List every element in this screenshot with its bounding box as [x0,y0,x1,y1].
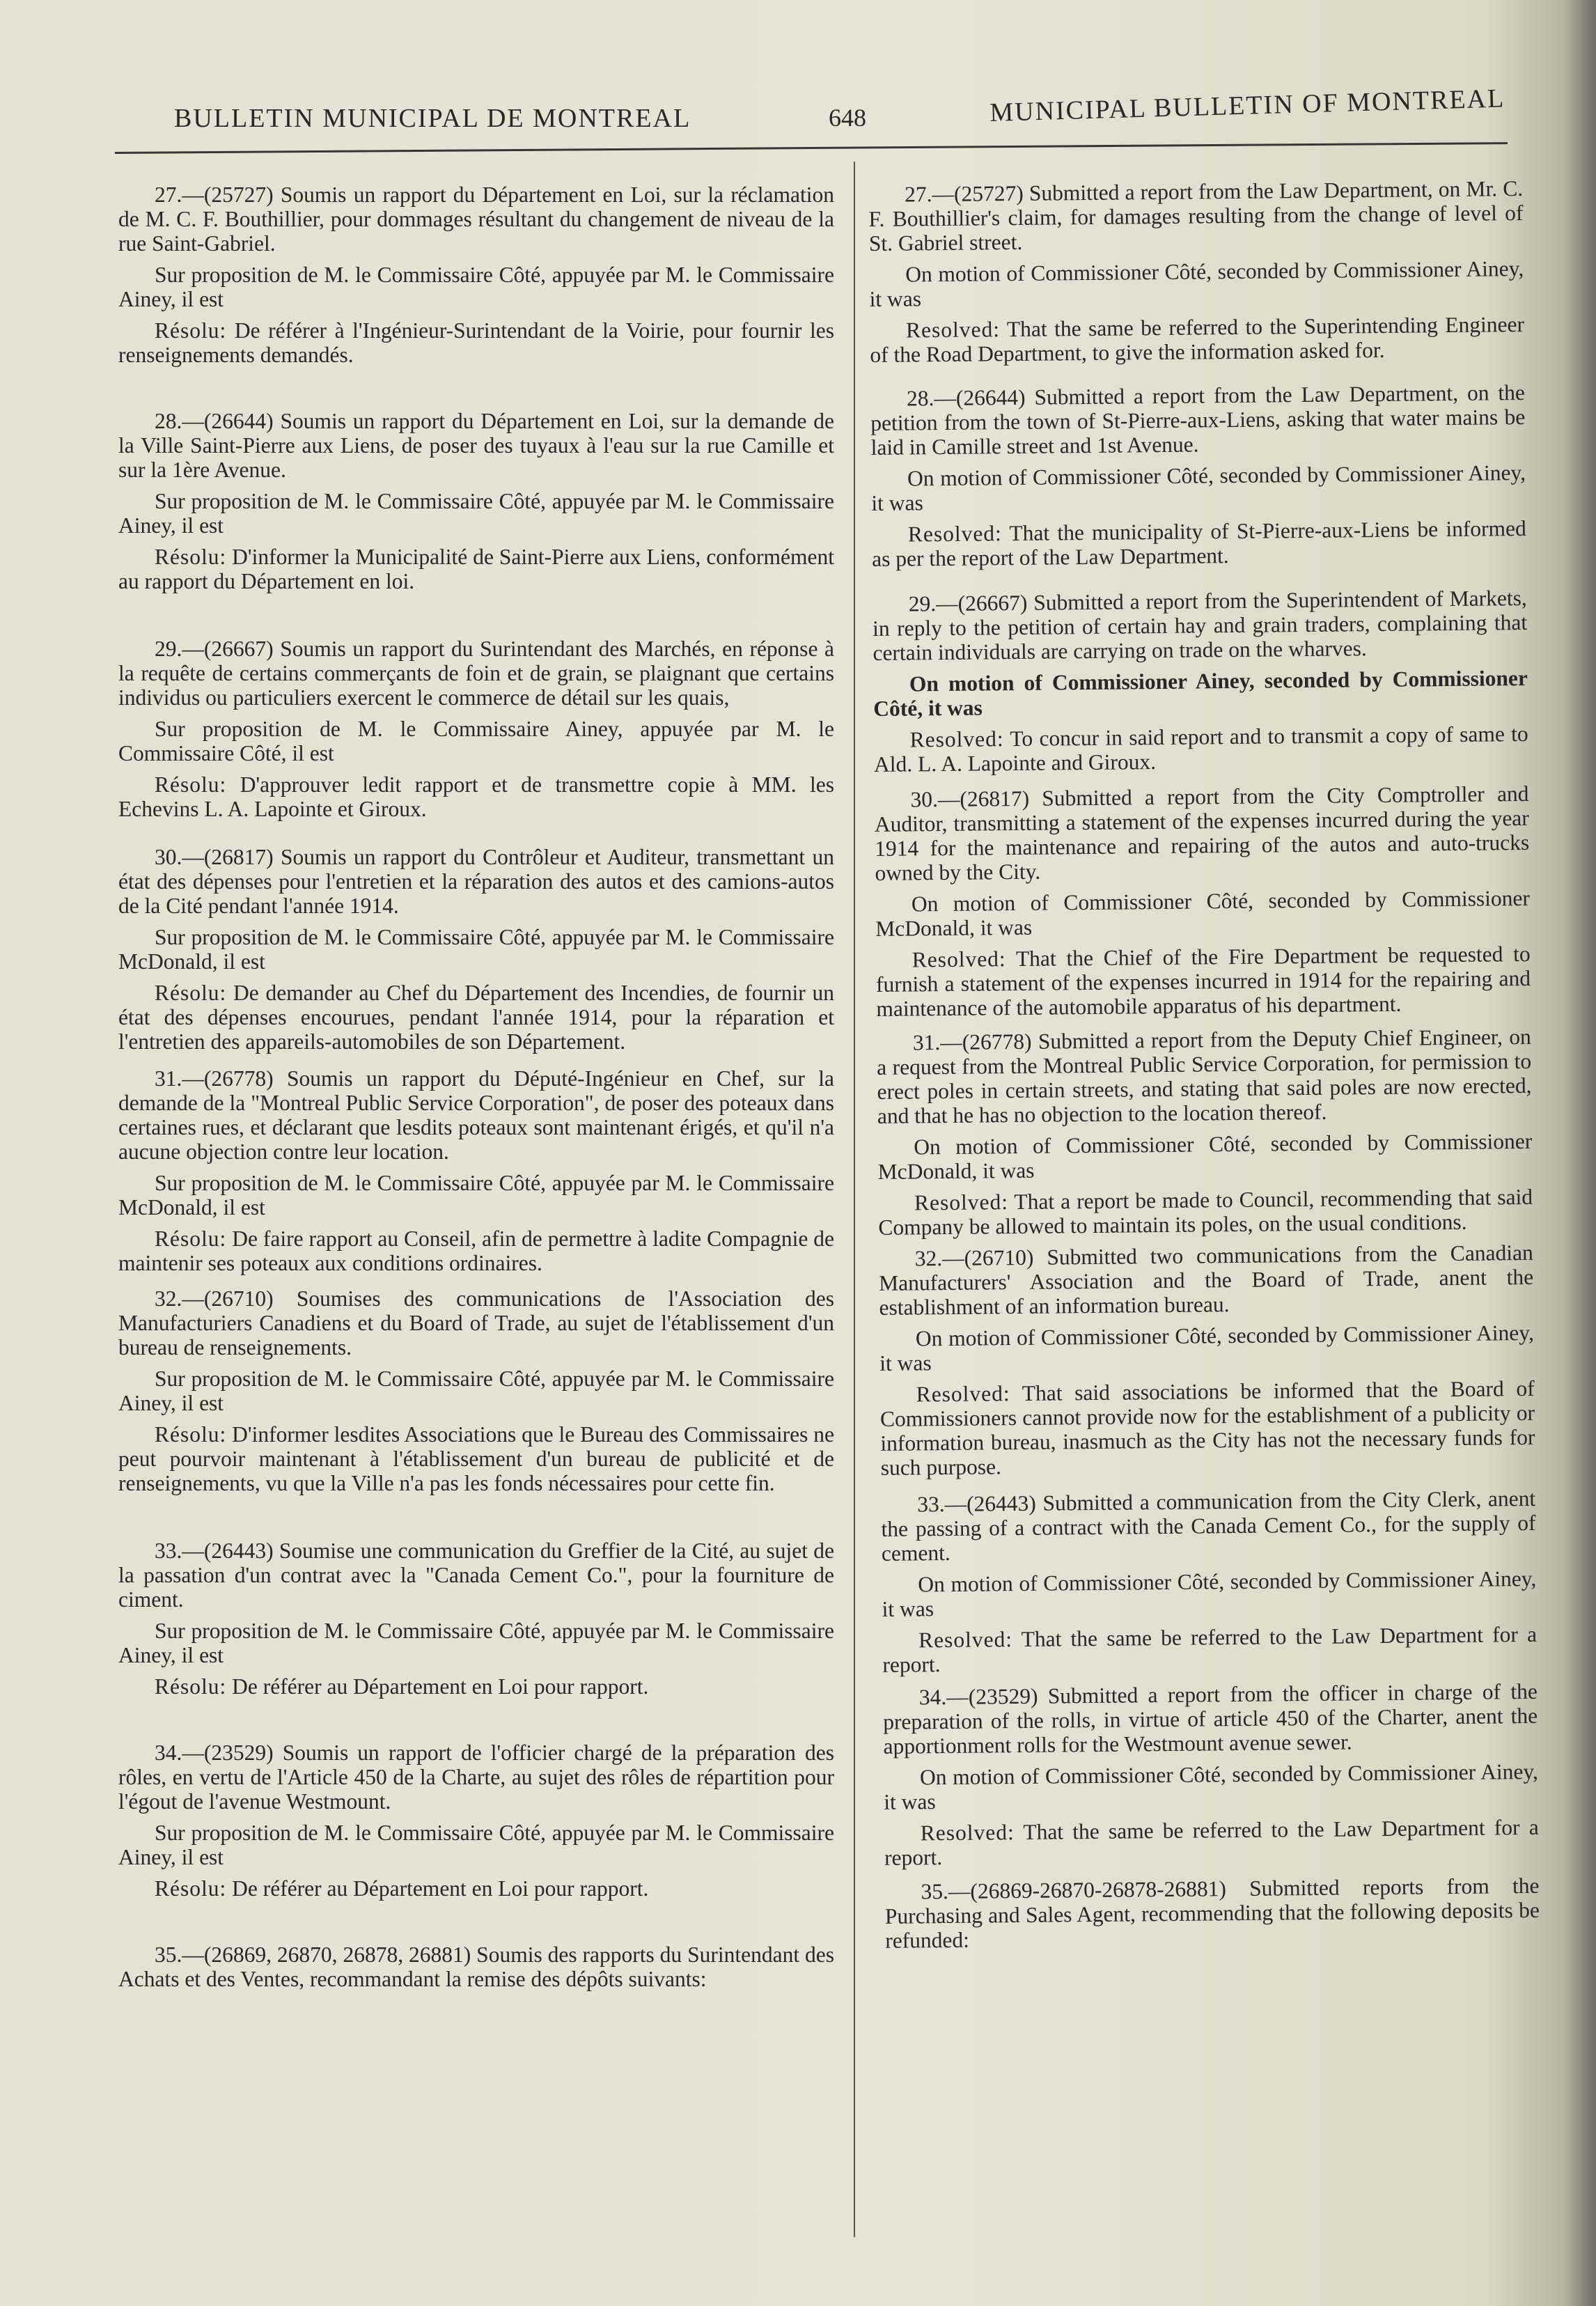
item-paragraph [884,1873,1540,1953]
paragraph-text: That said associations be informed that the Board of Commissioners cannot provide now for the establishment of a publicity or information bureau, inasmuch as the City has not the necessary funds for such purpose. [879,1376,1535,1480]
paragraph-text: 29.—(26667) Submitted a report from the Superintendent of Markets, in reply to the petition of certain hay and grain traders, complaining that certain individuals are carrying on trade on the wharves. [872,585,1528,665]
resolution-label: Resolved: [907,521,1003,547]
paragraph-text: D'informer lesdites Associations que le Bureau des Commissaires ne peut pourvoir maintenant à l'établissement d'un bureau de publicité et de renseignements, vu que la Ville n'a pas les fonds nécessaires pour cette fin. [118,1422,834,1495]
resolution-label: Résolu: [155,772,227,797]
resolution-label: Résolu: [155,318,227,343]
paragraph-text: On motion of Commissioner Côté, seconded by Commissioner Ainey, it was [882,1566,1537,1621]
paragraph-text: 32.—(26710) Soumises des communications de l'Association des Manufacturiers Canadiens et du Board of Trade, au sujet de l'établissement d'un bureau de renseignements. [118,1286,834,1360]
item-paragraph [118,1366,834,1415]
item-paragraph [118,1538,834,1612]
french-column [118,182,834,1991]
paragraph-text: 30.—(26817) Soumis un rapport du Contrôleur et Auditeur, transmettant un état des dépenses pour l'entretien et la réparation des autos et des camions-autos de la Cité pendant l'année 1914. [118,845,834,918]
resolution-label: Resolved: [916,1381,1010,1407]
minute-item [118,409,834,593]
item-paragraph [118,489,834,538]
paragraph-text: De référer au Département en Loi pour rapport. [226,1876,649,1901]
paragraph-text: 34.—(23529) Soumis un rapport de l'officier chargé de la préparation des rôles, en vertu de l'Article 450 de la Charte, au sujet des rôles de répartition pour l'égout de l'avenue Westmount. [118,1740,834,1814]
paragraph-text: 27.—(25727) Submitted a report from the Law Department, on Mr. C. F. Bouthillier's claim, for damages resulting from the change of level of St. Gabriel street. [868,176,1524,256]
minute-item [874,781,1531,1021]
resolution-label: Résolu: [155,1876,227,1901]
minute-item [118,1538,834,1699]
minute-item [877,1025,1533,1240]
paragraph-text: Sur proposition de M. le Commissaire Ainey, appuyée par M. le Commissaire Côté, il est [118,717,834,765]
paragraph-text: 32.—(26710) Submitted two communications from the Canadian Manufacturers' Association and the Board of Trade, anent the establishment of an information bureau. [879,1240,1534,1320]
paragraph-text: 35.—(26869-26870-26878-26881) Submitted reports from the Purchasing and Sales Agent, recommending that the following deposits be refunded: [884,1873,1540,1953]
paragraph-text: 33.—(26443) Submitted a communication from the City Clerk, anent the passing of a contract with the Canada Cement Co., for the supply of cement. [881,1486,1536,1566]
paragraph-text: On motion of Commissioner Côté, seconded by Commissioner Ainey, it was [871,460,1526,515]
paragraph-text: De référer à l'Ingénieur-Surintendant de la Voirie, pour fournir les renseignements demandés. [118,318,834,367]
resolution-label: Resolved: [914,1190,1009,1215]
minute-item [868,176,1525,367]
resolution-label: Résolu: [155,545,227,569]
minute-item [883,1679,1540,1870]
resolution-paragraph [876,942,1531,1021]
item-paragraph [869,256,1524,311]
paragraph-text: On motion of Commissioner Côté, seconded by Commissioner Ainey, it was [869,256,1524,311]
minute-item [118,1942,834,1991]
resolution-label: Résolu: [155,1422,227,1447]
item-paragraph [118,1286,834,1360]
minute-item [118,637,834,821]
minute-item [884,1873,1540,1953]
minute-item [879,1240,1535,1480]
resolution-paragraph [884,1815,1540,1870]
paragraph-text: 30.—(26817) Submitted a report from the City Comptroller and Auditor, transmitting a statement of the expenses incurred during the year 1914 for the maintenance and repairing of the autos and auto-trucks owned by the City. [874,781,1530,885]
resolution-paragraph [878,1185,1533,1240]
item-paragraph [118,1171,834,1220]
resolution-label: Resolved: [912,946,1006,972]
minute-item [118,845,834,1054]
item-paragraph [118,409,834,482]
paragraph-text: That the Chief of the Fire Department be requested to furnish a statement of the expenses incurred in 1914 for the repairing and maintenance of the automobile apparatus of his department. [875,941,1531,1021]
item-paragraph [118,717,834,765]
paragraph-text: On motion of Commissioner Côté, seconded by Commissioner Ainey, it was [884,1759,1539,1814]
resolution-paragraph [118,1422,834,1495]
item-paragraph [871,460,1526,515]
paragraph-text: On motion of Commissioner Côté, seconded by Commissioner McDonald, it was [877,1128,1533,1184]
paragraph-text: 28.—(26644) Submitted a report from the Law Department, on the petition from the town of St-Pierre-aux-Liens, asking that water mains be laid in Camille street and 1st Avenue. [870,380,1526,460]
paragraph-text: 33.—(26443) Soumise une communication du Greffier de la Cité, au sujet de la passation d'un contrat avec la "Canada Cement Co.", pour la fourniture de ciment. [118,1538,834,1612]
resolution-label: Resolved: [905,317,1001,343]
paragraph-text: 28.—(26644) Soumis un rapport du Département en Loi, sur la demande de la Ville Saint-Pierre aux Liens, de poser des tuyaux à l'eau sur la rue Camille et sur la 1ère Avenue. [118,409,834,482]
resolution-label: Résolu: [155,981,227,1005]
minute-item [118,1740,834,1901]
resolution-paragraph [118,1876,834,1901]
paragraph-text: Sur proposition de M. le Commissaire Côté, appuyée par M. le Commissaire Ainey, il est [118,489,834,538]
item-paragraph [879,1240,1534,1320]
item-paragraph [870,380,1526,460]
paragraph-text: That the municipality of St-Pierre-aux-Liens be informed as per the report of the Law Department. [872,515,1526,571]
resolution-label: Resolved: [920,1820,1015,1846]
paragraph-text: That a report be made to Council, recommending that said Company be allowed to maintain its poles, on the usual conditions. [878,1184,1533,1240]
item-paragraph [118,925,834,974]
paragraph-text: Sur proposition de M. le Commissaire Côté, appuyée par M. le Commissaire Ainey, il est [118,1366,834,1415]
item-paragraph [882,1566,1537,1621]
item-paragraph [877,1025,1532,1128]
header-title-english: MUNICIPAL BULLETIN OF MONTREAL [989,84,1505,128]
paragraph-text: Sur proposition de M. le Commissaire Côté, appuyée par M. le Commissaire Ainey, il est [118,1821,834,1869]
item-paragraph [884,1759,1539,1814]
minute-item [873,586,1529,777]
paragraph-text: That the same be referred to the Law Department for a report. [882,1621,1538,1677]
paragraph-text: 35.—(26869, 26870, 26878, 26881) Soumis des rapports du Surintendant des Achats et des Ventes, recommandant la remise des dépôts suivants: [118,1942,834,1991]
paragraph-text: That the same be referred to the Law Department for a report. [884,1814,1539,1870]
page-header [0,84,1596,139]
item-paragraph [118,845,834,918]
item-paragraph [875,886,1531,941]
resolution-paragraph [872,516,1527,571]
paragraph-text: Sur proposition de M. le Commissaire Côté, appuyée par M. le Commissaire Ainey, il est [118,1619,834,1667]
resolution-label: Resolved: [918,1627,1013,1653]
item-paragraph [881,1486,1536,1566]
item-paragraph [873,666,1528,721]
paragraph-text: On motion of Commissioner Côté, seconded by Commissioner McDonald, it was [875,885,1531,941]
paragraph-text: 29.—(26667) Soumis un rapport du Surintendant des Marchés, en réponse à la requête de certains commerçants de foin et de grain, se plaignant que certains individus ou particuliers exercent le commerce de détail sur les quais, [118,637,834,710]
item-paragraph [118,1066,834,1164]
paragraph-text: On motion of Commissioner Côté, seconded by Commissioner Ainey, it was [879,1320,1535,1376]
paragraph-text: 31.—(26778) Submitted a report from the Deputy Chief Engineer, on a request from the Montreal Public Service Corporation, for permission to erect poles in certain streets, and stating that said poles are now erected, and that he has no objection to the location thereof. [877,1024,1532,1128]
item-paragraph [877,1129,1533,1184]
paragraph-text: D'informer la Municipalité de Saint-Pierre aux Liens, conformément au rapport du Département en loi. [118,545,834,593]
item-paragraph [118,1619,834,1667]
resolution-paragraph [118,1674,834,1699]
item-paragraph [868,176,1524,256]
paragraph-text: D'approuver ledit rapport et de transmettre copie à MM. les Echevins L. A. Lapointe et Giroux. [118,772,834,821]
header-title-french: BULLETIN MUNICIPAL DE MONTREAL [174,104,691,133]
minute-item [118,1286,834,1495]
column-divider [854,162,855,2237]
resolution-paragraph [874,722,1529,777]
item-paragraph [118,263,834,311]
paragraph-text: Sur proposition de M. le Commissaire Côté, appuyée par M. le Commissaire McDonald, il est [118,1171,834,1220]
minute-item [881,1486,1538,1677]
item-paragraph [118,1942,834,1991]
resolution-label: Résolu: [155,1674,227,1699]
english-column [868,176,1540,1953]
page-number: 648 [829,104,866,132]
resolution-paragraph [882,1622,1538,1677]
resolution-paragraph [118,318,834,367]
resolution-paragraph [880,1376,1535,1480]
paragraph-text: Sur proposition de M. le Commissaire Côté, appuyée par M. le Commissaire McDonald, il est [118,925,834,974]
resolution-paragraph [118,1226,834,1275]
header-rule [115,142,1508,154]
resolution-label: Resolved: [909,726,1004,752]
item-paragraph [118,1821,834,1869]
minute-item [118,182,834,367]
item-paragraph [879,1321,1535,1376]
paragraph-text: De demander au Chef du Département des Incendies, de fournir un état des dépenses encourues, pendant l'année 1914, pour la réparation et l'entretien des appareils-automobiles de son Département. [118,981,834,1054]
paragraph-text: That the same be referred to the Superintending Engineer of the Road Department, to give the information asked for. [870,311,1525,367]
paragraph-text: 31.—(26778) Soumis un rapport du Député-Ingénieur en Chef, sur la demande de la "Montreal Public Service Corporation", de poser des poteaux dans certaines rues, et déclarant que lesdits poteaux sont maintenant érigés, et qu'il n'a aucune objection contre leur location. [118,1066,834,1164]
paragraph-text: Sur proposition de M. le Commissaire Côté, appuyée par M. le Commissaire Ainey, il est [118,263,834,311]
paragraph-text: On motion of Commissioner Ainey, seconded by Commissioner Côté, it was [873,665,1528,721]
paragraph-text: De faire rapport au Conseil, afin de permettre à ladite Compagnie de maintenir ses poteaux aux conditions ordinaires. [118,1226,834,1275]
paragraph-text: De référer au Département en Loi pour rapport. [226,1674,649,1699]
resolution-label: Résolu: [155,1226,227,1251]
resolution-paragraph [118,772,834,821]
minute-item [118,1066,834,1275]
item-paragraph [874,781,1529,885]
paragraph-text: 27.—(25727) Soumis un rapport du Département en Loi, sur la réclamation de M. C. F. Bouthillier, pour dommages résultant du changement de niveau de la rue Saint-Gabriel. [118,182,834,256]
paragraph-text: To concur in said report and to transmit a copy of same to Ald. L. A. Lapointe and Giroux. [873,721,1528,777]
resolution-paragraph [870,312,1525,367]
resolution-paragraph [118,981,834,1054]
paragraph-text: 34.—(23529) Submitted a report from the officer in charge of the preparation of the rolls, in virtue of article 450 of the Charter, anent the apportionment rolls for the Westmount avenue sewer. [883,1678,1538,1759]
resolution-paragraph [118,545,834,593]
minute-item [870,380,1527,571]
item-paragraph [118,1740,834,1814]
item-paragraph [883,1679,1538,1759]
item-paragraph [118,182,834,256]
item-paragraph [118,637,834,710]
item-paragraph [873,586,1528,665]
